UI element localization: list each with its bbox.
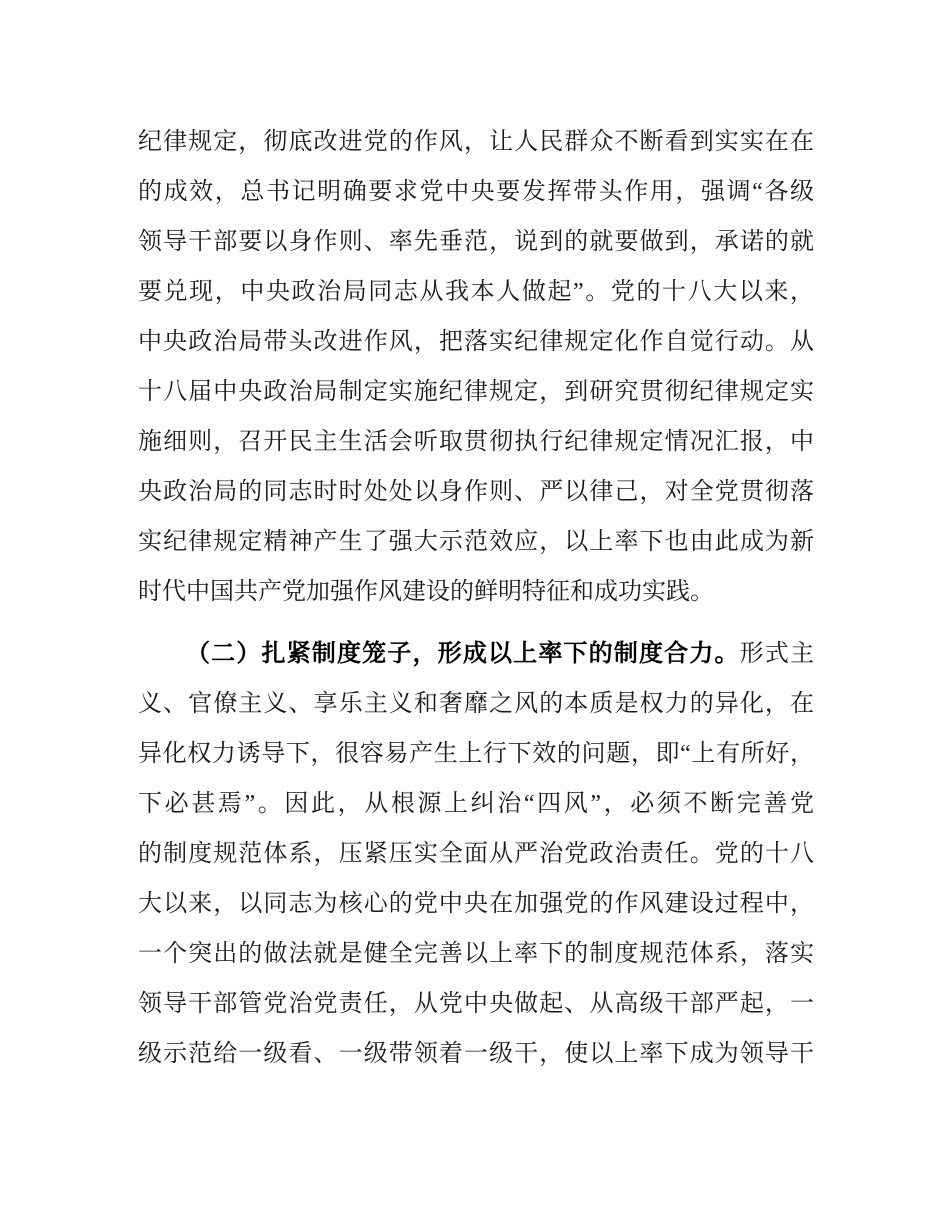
body-text: 实纪律规定精神产生了强大示范效应，以上率下也由此成为新	[138, 529, 814, 555]
body-text: 领导干部管党治党责任，从党中央做起、从高级干部严起，一	[138, 991, 814, 1017]
body-text: 一个突出的做法就是健全完善以上率下的制度规范体系，落实	[138, 941, 814, 967]
body-text: 纪律规定，彻底改进党的作风，让人民群众不断看到实实在在	[138, 129, 814, 155]
body-text: 级示范给一级看、一级带领着一级干，使以上率下成为领导干	[138, 1041, 814, 1067]
body-text: 施细则，召开民主生活会听取贯彻执行纪律规定情况汇报，中	[138, 429, 814, 455]
body-text: 异化权力诱导下，很容易产生上行下效的问题，即“上有所好，	[138, 741, 814, 767]
body-text: 央政治局的同志时时处处以身作则、严以律己，对全党贯彻落	[138, 479, 814, 505]
section-heading-text: （二）扎紧制度笼子，形成以上率下的制度合力。	[186, 641, 740, 667]
body-text: 下必甚焉”。因此，从根源上纠治“四风”，必须不断完善党	[138, 791, 814, 817]
body-text: 的成效，总书记明确要求党中央要发挥带头作用，强调“各级	[138, 179, 814, 205]
text-line	[138, 629, 814, 679]
text-line	[138, 317, 814, 367]
text-line	[138, 779, 814, 829]
paragraph-continuation	[138, 117, 814, 617]
body-text: 要兑现，中央政治局同志从我本人做起”。党的十八大以来，	[138, 279, 814, 305]
text-line	[138, 567, 814, 617]
text-line	[138, 979, 814, 1029]
text-line	[138, 879, 814, 929]
text-line	[138, 167, 814, 217]
body-text: 十八届中央政治局制定实施纪律规定，到研究贯彻纪律规定实	[138, 379, 814, 405]
text-line	[138, 729, 814, 779]
text-line	[138, 417, 814, 467]
body-text: 中央政治局带头改进作风，把落实纪律规定化作自觉行动。从	[138, 329, 814, 355]
text-line	[138, 829, 814, 879]
body-text: 的制度规范体系，压紧压实全面从严治党政治责任。党的十八	[138, 841, 814, 867]
text-line	[138, 217, 814, 267]
text-line	[138, 467, 814, 517]
body-text: 领导干部要以身作则、率先垂范，说到的就要做到，承诺的就	[138, 229, 814, 255]
text-line	[138, 367, 814, 417]
text-line	[138, 267, 814, 317]
text-line	[138, 929, 814, 979]
text-line	[138, 517, 814, 567]
text-line	[138, 679, 814, 729]
body-text: 义、官僚主义、享乐主义和奢靡之风的本质是权力的异化，在	[138, 691, 814, 717]
text-line	[138, 117, 814, 167]
paragraph-section-two	[138, 629, 814, 1079]
text-line	[138, 1029, 814, 1079]
body-text: 大以来，以同志为核心的党中央在加强党的作风建设过程中，	[138, 891, 814, 917]
body-text: 形式主	[739, 641, 815, 667]
body-text: 时代中国共产党加强作风建设的鲜明特征和成功实践。	[138, 579, 714, 605]
